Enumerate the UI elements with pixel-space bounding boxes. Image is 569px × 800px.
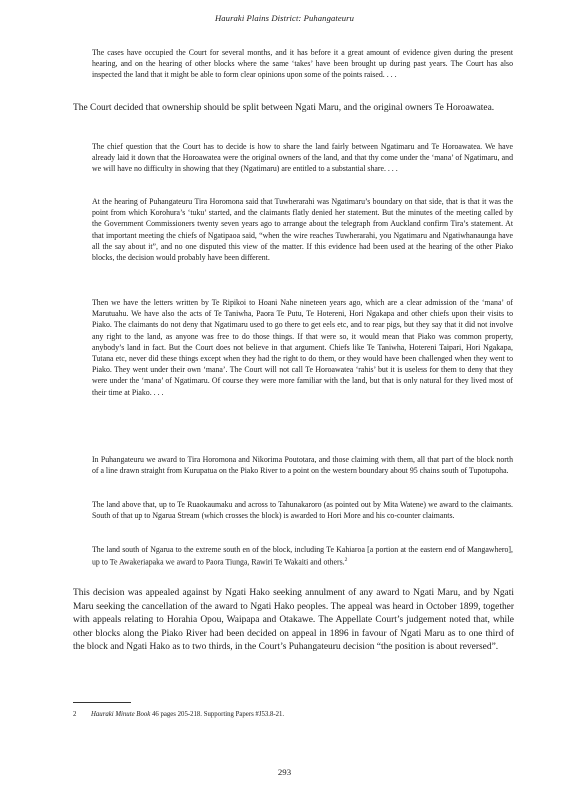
- body-paragraph: The Court decided that ownership should be split between Ngati Maru, and the original owners Te Horoawatea.: [73, 103, 495, 113]
- footnote-number: 2: [73, 711, 77, 718]
- quote-paragraph: The cases have occupied the Court for several months, and it has before it a great amount of evidence given during the present hearing, and on the hearing of other blocks where the same ‘takes’ have been brought up during past years. The Court has also inspected the land that it might be able to form clear opinions upon some of the points raised. . . .: [92, 48, 513, 80]
- quote-paragraph: [92, 544, 513, 568]
- quote-paragraph: In Puhangateuru we award to Tira Horomona and Nikorima Poutotara, and those claiming with them, all that part of the block north of a line drawn straight from Kurupatua on the Piako River to a point on the western boundary about 95 chains south of Tupotupoha.: [92, 455, 513, 476]
- footnote-text: 46 pages 205-218. Supporting Papers #J53.8-21.: [150, 711, 285, 718]
- quote-paragraph: The land above that, up to Te Ruaokaumaku and across to Tahunakaroro (as pointed out by Mita Watene) we award to the claimants. South of that up to Ngarua Stream (which crosses the block) is awarded to Hori More and his co-counter claimants.: [92, 500, 513, 521]
- body-paragraph: This decision was appealed against by Ngati Hako seeking annulment of any award to Ngati Maru, and by Ngati Maru seeking the cancellation of the award to Ngati Hako peoples. The appeal was heard in October 1899, together with appeals relating to Horahia Opou, Waipapa and Otakawe. The Appellate Court’s judgement noted that, while other blocks along the Piako River had been decided on appeal in 1896 in favour of Ngati Maru as to one third of the block and Ngati Hako as to two thirds, in the Court’s Puhangateuru decision “the position is about reversed”.: [73, 588, 514, 653]
- quote-paragraph: At the hearing of Puhangateuru Tira Horomona said that Tuwherarahi was Ngatimaru’s boundary on that side, that is that it was the point from which Korohura’s ‘tuku’ started, and the claimants flatly denied her statement. But the minutes of the meeting called by the Government Commissioners twenty seven years ago to arrange about the telegraph from Auckland confirm Tira’s statement. At that important meeting the chiefs of Ngatipaoa said, “when the wire reaches Tuwherarahi, you Ngatimaru and Ngatiwhanaunga have all the say about it”, and no one disputed this view of the matter. If this evidence had been used at the hearing of the other Piako blocks, the decision would probably have been different.: [92, 197, 513, 263]
- footnote-divider: [73, 702, 131, 703]
- running-head: Hauraki Plains District: Puhangateuru: [214, 13, 355, 23]
- page-number: 293: [277, 767, 292, 777]
- footnote-reference: 2: [344, 557, 348, 564]
- footnote: [73, 710, 514, 719]
- footnote-source-title: Hauraki Minute Book: [91, 711, 151, 718]
- quote-text: The land south of Ngarua to the extreme south en of the block, including Te Kahiaroa [a portion at the eastern end of Mangawhero], up to Te Awakeriapaka we award to Paora Tiunga, Rawiri Te Wakaiti and others.: [92, 545, 513, 567]
- quote-paragraph: Then we have the letters written by Te Ripikoi to Hoani Nahe nineteen years ago, which are a clear admission of the ‘mana’ of Marutuahu. We have also the acts of Te Taniwha, Paora Te Putu, Te Hotereni, Hori Ngakapa and other chiefs upon their visits to Piako. The claimants do not deny that Ngatimaru used to go there to get eels etc, and to rear pigs, but they say that it did not involve any right to the land, as anyone was free to do those things. If that were so, it would mean that Piako was common property, anybody’s land in fact. But the Court does not believe in that argument. Chiefs like Te Taniwha, Hotereni Taipari, Hori Ngakapa, Tutana etc, never did these things except when they had the right to do them, or they would have been challenged when they went to Piako. They went under their own ‘mana’. The Court will not call Te Horoawatea ‘rahis’ but it is useless for them to deny that they were under the ‘mana’ of Ngatimaru. Of course they were more familiar with the land, but that is only natural for they lived most of their time at Piako. . . .: [92, 298, 513, 397]
- quote-paragraph: The chief question that the Court has to decide is how to share the land fairly between Ngatimaru and Te Horoawatea. We have already laid it down that the Horoawatea were the original owners of the land, and that thy come under the ‘mana’ of Ngatimaru, and we will have no difficulty in showing that they (Ngatimaru) are entitled to a substantial share. . . .: [92, 142, 513, 174]
